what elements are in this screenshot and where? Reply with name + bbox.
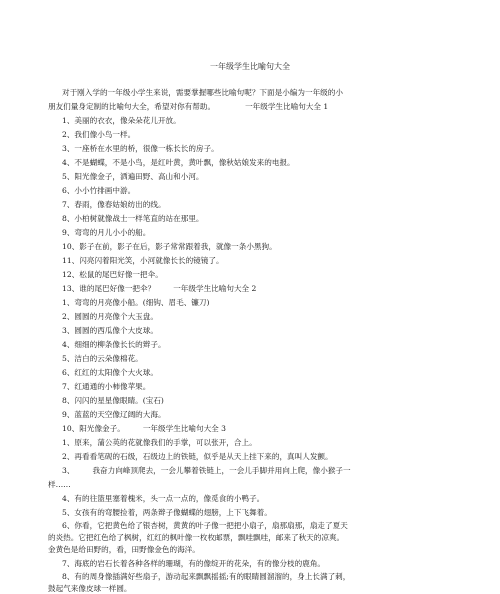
list-item: 2、再看看笔砚的石级，石级边上的铁链，似乎是从天上挂下来的，真叫人发颤。 xyxy=(48,450,456,464)
list-item: 4、不是蝴蝶，不是小鸟，是红叶黄，黄叶飘，像秋姑娘发来的电报。 xyxy=(48,156,456,170)
list-item xyxy=(48,282,456,296)
list-item: 5、女孩有的弯腰捡着，两条辫子像蝴蝶的翅膀，上下飞舞着。 xyxy=(48,506,456,520)
list-item: 4、有的往篮里塞着槐米，头一点一点的，像觅食的小鸭子。 xyxy=(48,492,456,506)
list-item: 9、弯弯的月儿小小的船。 xyxy=(48,226,456,240)
list-item: 4、细细的柳条像长长的辫子。 xyxy=(48,338,456,352)
list-item: 12、松鼠的尾巴好像一把伞。 xyxy=(48,268,456,282)
list-item: 1、美丽的衣衣，像朵朵花儿开放。 xyxy=(48,114,456,128)
list-item xyxy=(48,464,456,478)
list-item: 7、红通通的小柿像苹果。 xyxy=(48,380,456,394)
list-item: 3、圆圆的西瓜像个大皮球。 xyxy=(48,324,456,338)
section-heading-1: 一年级学生比喻句大全 1 xyxy=(245,102,328,111)
list-item-continuation: 金黄色是给田野的，看，田野像金色的海洋。 xyxy=(48,543,456,557)
list-item-continuation: 样…… xyxy=(48,478,456,492)
list-item: 3、一座桥在水里的桥，很像一栋长长的房子。 xyxy=(48,142,456,156)
intro-text: 朋友们量身定制的比喻句大全，希望对你有帮助。 xyxy=(48,102,215,111)
list-item: 6、小小竹排画中游。 xyxy=(48,184,456,198)
list-item: 8、小柏树就像战士一样笔直的站在那里。 xyxy=(48,212,456,226)
list-item: 6、红红的太阳像个大火球。 xyxy=(48,366,456,380)
list-item: 7、海底的岩石长着各种各样的珊瑚，有的像绽开的花朵，有的像分枝的鹿角。 xyxy=(48,557,456,571)
list-item: 2、圆圆的月亮像个大玉盘。 xyxy=(48,310,456,324)
list-item xyxy=(48,422,456,436)
list-item: 1、弯弯的月亮像小船。(细钩、眉毛、镰刀) xyxy=(48,296,456,310)
list-item: 6、你看，它把黄色给了银杏树，黄黄的叶子像一把把小扇子，扇那扇那，扇走了夏天 xyxy=(48,520,456,532)
intro-paragraph-line xyxy=(48,100,456,114)
list-item: 8、有的周身像插满好些扇子，游动起来飘飘摇摇;有的眼睛圆溜溜的，身上长满了刺， xyxy=(48,571,456,583)
intro-paragraph-line: 对于刚入学的一年级小学生来说，需要掌握哪些比喻句呢？下面是小编为一年级的小 xyxy=(48,86,456,100)
list-item: 5、洁白的云朵像棉花。 xyxy=(48,352,456,366)
list-item: 5、阳光像金子，洒遍田野、高山和小河。 xyxy=(48,170,456,184)
document-title: 一年级学生比喻句大全 xyxy=(0,62,500,72)
section-heading-2: 一年级学生比喻句大全 2 xyxy=(173,284,256,293)
item-text: 13、谁的尾巴好像一把伞？ xyxy=(62,284,155,293)
section-heading-3: 一年级学生比喻句大全 3 xyxy=(143,424,226,433)
list-item: 2、我们像小鸟一样。 xyxy=(48,128,456,142)
list-item: 10、影子在前，影子在后，影子常常跟着我，就像一条小黑狗。 xyxy=(48,240,456,254)
list-item: 11、闪亮闪着阳光笑，小河就像长长的镜镜了。 xyxy=(48,254,456,268)
list-item-continuation: 的炎热。它把红色给了枫树，红红的枫叶像一枚枚邮票，飘哇飘哇，邮来了秋天的凉爽。 xyxy=(48,532,456,544)
item-number: 3、 xyxy=(62,466,74,475)
list-item: 1、原来，蒲公英的花就像我们的手掌，可以张开，合上。 xyxy=(48,436,456,450)
item-text: 10、阳光像金子。 xyxy=(62,424,125,433)
list-item: 7、春雨，像春姑娘纺出的线。 xyxy=(48,198,456,212)
list-item: 9、蓝蓝的天空像辽阔的大海。 xyxy=(48,408,456,422)
document-body xyxy=(48,86,456,594)
list-item: 8、闪闪的星星像眼睛。(宝石) xyxy=(48,394,456,408)
item-text: 我奋力向峰顶爬去，一会儿攀着铁链上，一会儿手脚并用向上爬，像小猴子一 xyxy=(92,466,350,475)
list-item-continuation: 鼓起气来像皮球一样圆。 xyxy=(48,583,456,594)
